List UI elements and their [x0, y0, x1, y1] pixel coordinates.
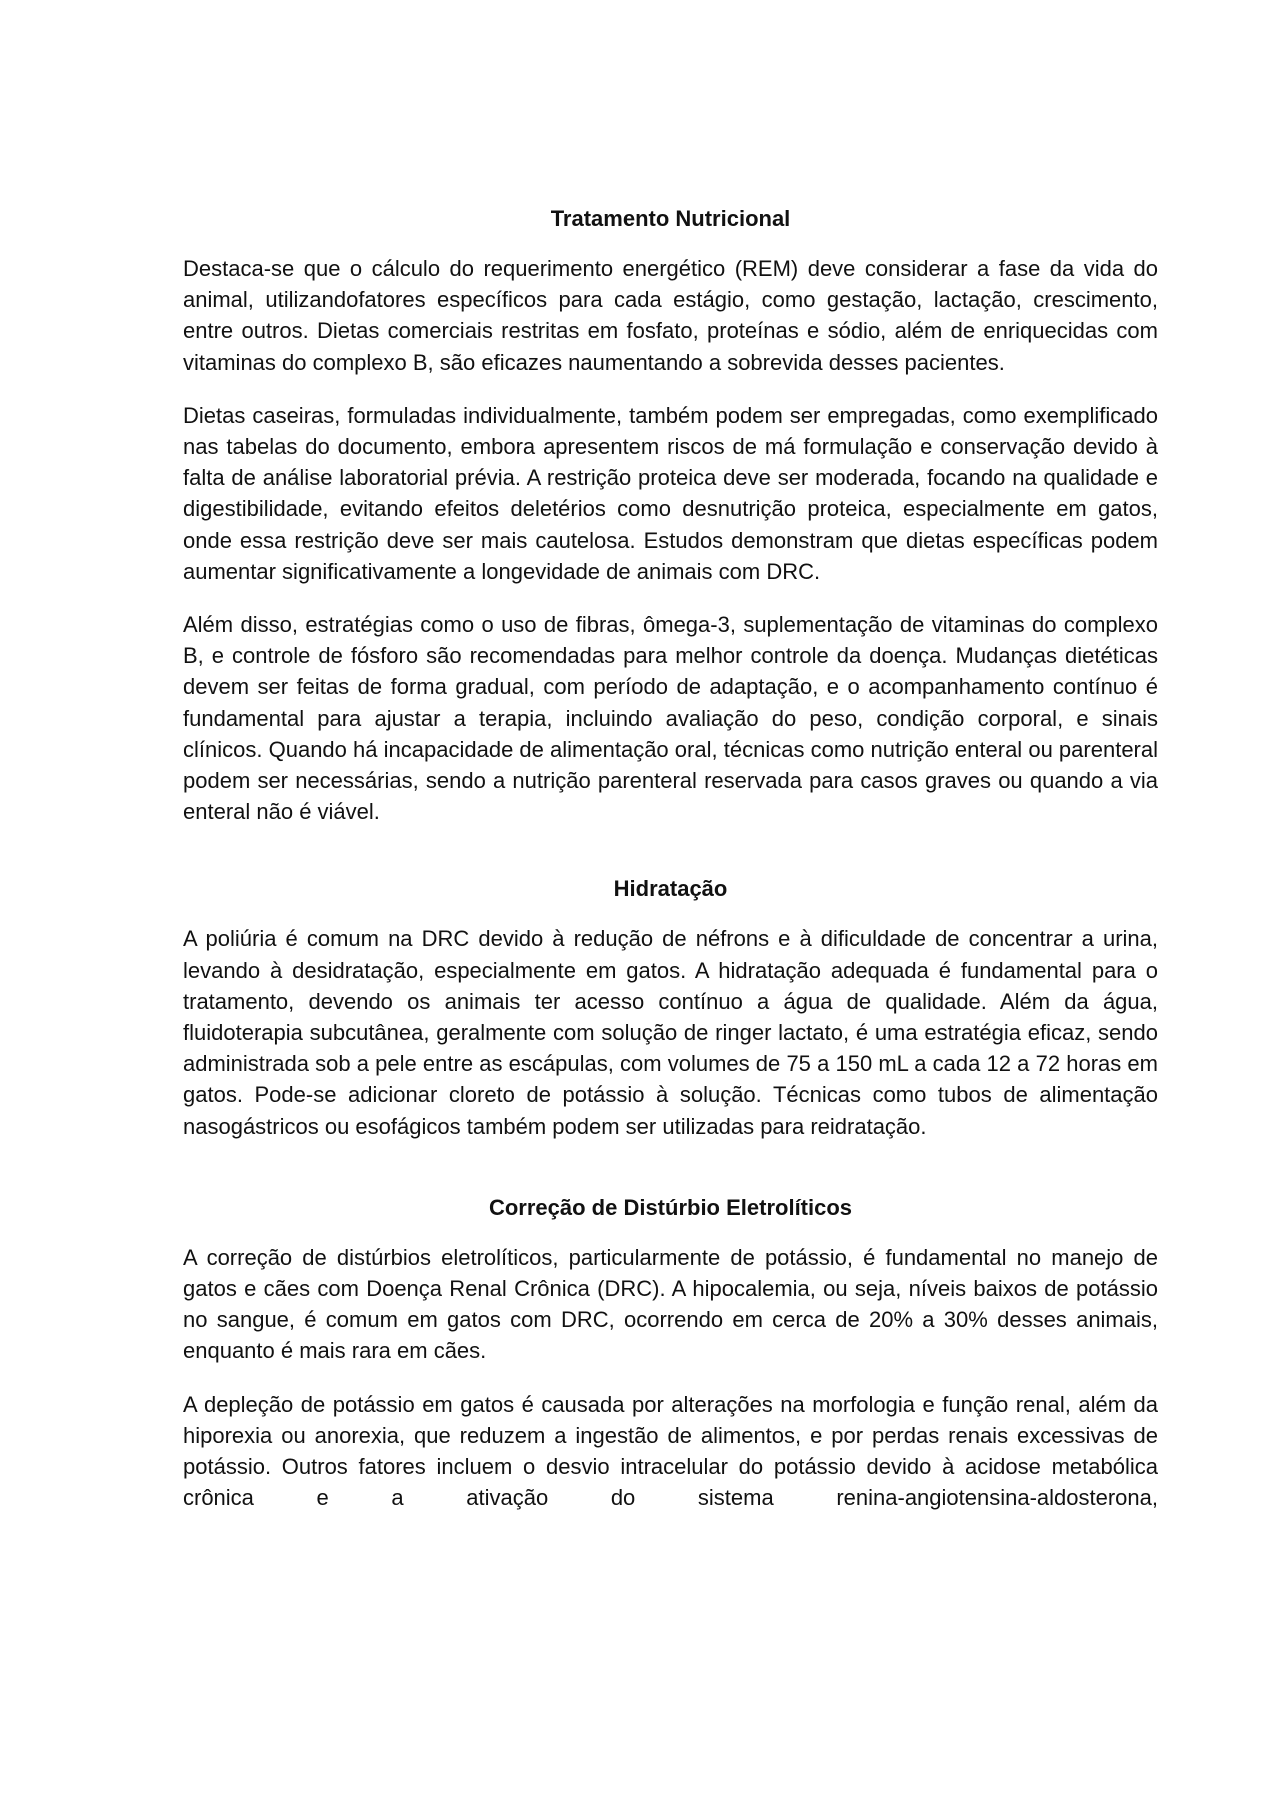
paragraph: Destaca-se que o cálculo do requerimento energético (REM) deve considerar a fase da vida do animal, utilizandofatores específicos para cada estágio, como gestação, lactação, crescimento, entre outros. Dietas comerciais restritas em fosfato, proteínas e sódio, além de enriquecidas com vitaminas do complexo B, são eficazes naumentando a sobrevida desses pacientes.: [183, 256, 1158, 375]
paragraph: A poliúria é comum na DRC devido à redução de néfrons e à dificuldade de concentrar a urina, levando à desidratação, especialmente em gatos. A hidratação adequada é fundamental para o tratamento, devendo os animais ter acesso contínuo a água de qualidade. Além da água, fluidoterapia subcutânea, geralmente com solução de ringer lactato, é uma estratégia eficaz, sendo administrada sob a pele entre as escápulas, com volumes de 75 a 150 mL a cada 12 a 72 horas em gatos. Pode-se adicionar cloreto de potássio à solução. Técnicas como tubos de alimentação nasogástricos ou esofágicos também podem ser utilizadas para reidratação.: [183, 926, 1158, 1139]
section-title: Hidratação: [613, 876, 728, 902]
paragraph: A depleção de potássio em gatos é causada por alterações na morfologia e função renal, além da hiporexia ou anorexia, que reduzem a ingestão de alimentos, e por perdas renais excessivas de potássio. Outros fatores incluem o desvio intracelular do potássio devido à acidose metabólica crônica e a ativação do sistema renina-angiotensina-aldosterona,: [183, 1391, 1158, 1511]
paragraph: Dietas caseiras, formuladas individualmente, também podem ser empregadas, como exemplificado nas tabelas do documento, embora apresentem riscos de má formulação e conservação devido à falta de análise laboratorial prévia. A restrição proteica deve ser moderada, focando na qualidade e digestibilidade, evitando efeitos deletérios como desnutrição proteica, especialmente em gatos, onde essa restrição deve ser mais cautelosa. Estudos demonstram que dietas específicas podem aumentar significativamente a longevidade de animais com DRC.: [183, 402, 1158, 584]
document-body: [183, 203, 1158, 1536]
section-title: Tratamento Nutricional: [550, 206, 791, 231]
paragraph: Além disso, estratégias como o uso de fibras, ômega-3, suplementação de vitaminas do complexo B, e controle de fósforo são recomendadas para melhor controle da doença. Mudanças dietéticas devem ser feitas de forma gradual, com período de adaptação, e o acompanhamento contínuo é fundamental para ajustar a terapia, incluindo avaliação do peso, condição corporal, e sinais clínicos. Quando há incapacidade de alimentação oral, técnicas como nutrição enteral ou parenteral podem ser necessárias, sendo a nutrição parenteral reservada para casos graves ou quando a via enteral não é viável.: [183, 612, 1158, 825]
section-hidratacao: [183, 873, 1158, 1141]
paragraph: A correção de distúrbios eletrolíticos, particularmente de potássio, é fundamental no manejo de gatos e cães com Doença Renal Crônica (DRC). A hipocalemia, ou seja, níveis baixos de potássio no sangue, é comum em gatos com DRC, ocorrendo em cerca de 20% a 30% desses animais, enquanto é mais rara em cães.: [183, 1244, 1158, 1364]
section-title: Correção de Distúrbio Eletrolíticos: [488, 1194, 853, 1220]
section-tratamento-nutricional: [183, 203, 1158, 827]
section-correcao-disturbio-eletroliticos: [183, 1192, 1158, 1514]
